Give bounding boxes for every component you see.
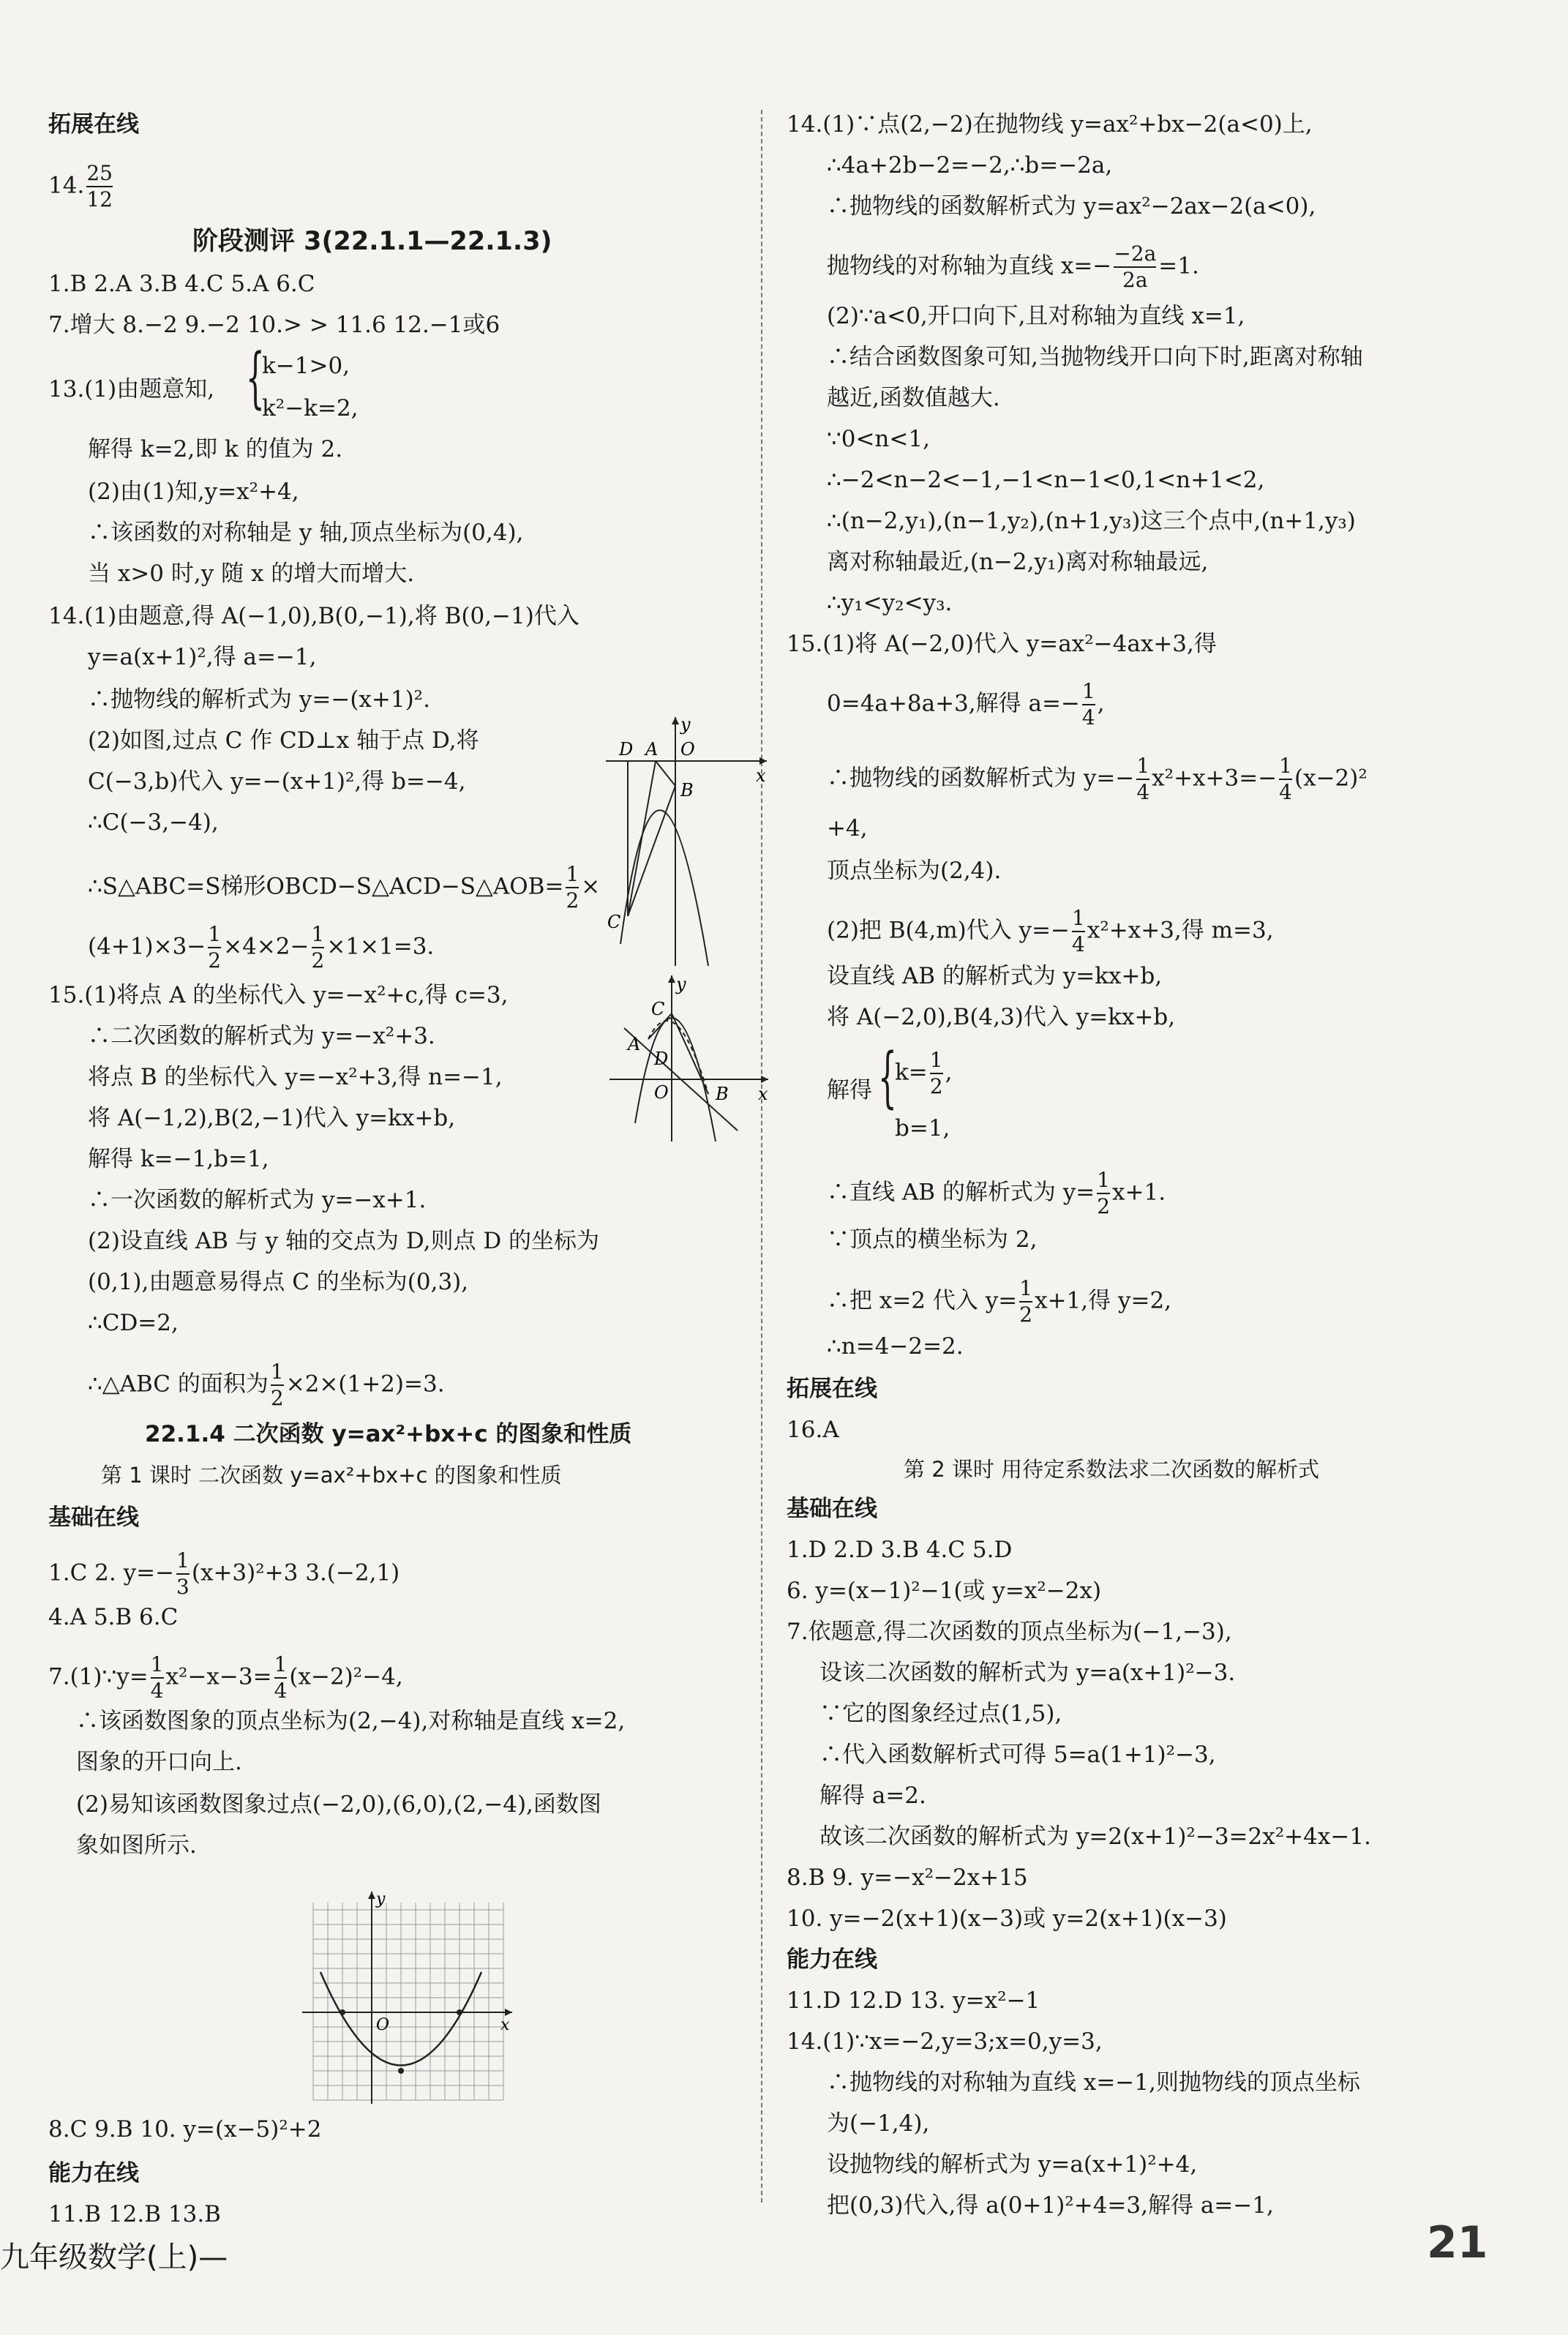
answer-line: (2)∵a<0,开口向下,且对称轴为直线 x=1, [827,303,1245,329]
answer-line: ∴CD=2, [88,1310,179,1336]
answer-line: 14.(1)∵x=−2,y=3;x=0,y=3, [787,2028,1103,2055]
answer-line: 11.B 12.B 13.B [48,2201,221,2227]
system-eq-line: k²−k=2, [262,395,359,421]
answer-line: 14. $\frac{25}{12}$ [48,161,113,211]
answer-line: ∴抛物线的解析式为 y=−(x+1)². [88,686,430,713]
answer-line: 象如图所示. [76,1832,197,1859]
svg-text:O: O [654,1082,669,1103]
answer-line: 把(0,3)代入,得 a(0+1)²+4=3,解得 a=−1, [827,2192,1274,2219]
answer-line: (2)由(1)知,y=x²+4, [88,479,299,505]
answer-line: y=a(x+1)²,得 a=−1, [88,644,317,670]
svg-text:y: y [676,974,686,994]
answer-line: ∴代入函数解析式可得 5=a(1+1)²−3, [819,1742,1216,1768]
parabola-figure-q14 [599,710,774,973]
stage-test-title: 阶段测评 3(22.1.1—22.1.3) [192,227,552,256]
answer-line: 解得 k=2,即 k 的值为 2. [88,436,343,462]
brace: { [878,1039,897,1116]
answer-line: 解得 [827,1077,872,1103]
answer-line: (2)设直线 AB 与 y 轴的交点为 D,则点 D 的坐标为 [88,1228,600,1254]
answer-line: ∴S△ABC=S梯形OBCD−S△ACD−S△AOB= $\frac{1}{2}$ × [88,862,601,912]
answer-line: 8.C 9.B 10. y=(x−5)²+2 [48,2116,322,2143]
answer-line: ∴y₁<y₂<y₃. [827,590,953,616]
answer-line: 解得 k=−1,b=1, [88,1146,269,1172]
answer-line: 16.A [787,1417,839,1443]
lesson-title: 第 2 课时 用待定系数法求二次函数的解析式 [904,1457,1320,1482]
parabola-figure-q15 [606,970,774,1145]
answer-line: 1.B 2.A 3.B 4.C 5.A 6.C [48,271,315,297]
answer-line: 1.D 2.D 3.B 4.C 5.D [787,1537,1013,1563]
brace: { [246,340,265,416]
answer-line: ∴直线 AB 的解析式为 y= $\frac{1}{2}$ x+1. [827,1168,1166,1218]
answer-line: ∴C(−3,−4), [88,809,219,836]
answer-line: ∴n=4−2=2. [827,1333,964,1360]
answer-line: 7.(1)∵y= $\frac{1}{4}$ x²−x−3= $\frac{1}{4}$ (x−2)²−4, [48,1652,403,1703]
point-label-D: D [619,739,634,760]
section-heading-jichu: 基础在线 [787,1496,877,1522]
grid-parabola-figure [299,1888,518,2107]
column-divider [761,110,762,2203]
answer-line: 7.增大 8.−2 9.−2 10.> > 11.6 12.−1或6 [48,312,500,338]
answer-line: 14.(1)∵点(2,−2)在抛物线 y=ax²+bx−2(a<0)上, [787,111,1313,138]
answer-line: 0=4a+8a+3,解得 a=− $\frac{1}{4}$ , [827,679,1105,730]
answer-line: ∴该函数的对称轴是 y 轴,顶点坐标为(0,4), [88,520,524,546]
answer-line: 10. y=−2(x+1)(x−3)或 y=2(x+1)(x−3) [787,1905,1227,1932]
section-heading-nengli: 能力在线 [787,1946,877,1973]
svg-text:B: B [716,1084,729,1104]
answer-line: 1.C 2. y=− $\frac{1}{3}$ (x+3)²+3 3.(−2,1) [48,1548,400,1599]
svg-text:y: y [376,1890,386,1908]
section-title-22-1-4: 22.1.4 二次函数 y=ax²+bx+c 的图象和性质 [145,1421,632,1447]
answer-line: 将 A(−1,2),B(2,−1)代入 y=kx+b, [88,1105,456,1131]
answer-line: 将 A(−2,0),B(4,3)代入 y=kx+b, [827,1004,1176,1030]
answer-line: 图象的开口向上. [76,1749,242,1775]
lesson-title: 第 1 课时 二次函数 y=ax²+bx+c 的图象和性质 [101,1463,562,1488]
answer-line: ∴一次函数的解析式为 y=−x+1. [88,1187,427,1213]
answer-line: 设直线 AB 的解析式为 y=kx+b, [827,963,1163,989]
answer-line: 14.(1)由题意,得 A(−1,0),B(0,−1),将 B(0,−1)代入 [48,603,579,629]
book-title-footer: 九年级数学(上)— [0,2241,228,2274]
point-label-B: B [680,780,694,801]
svg-text:x: x [758,1084,768,1104]
section-heading-tuozhan: 拓展在线 [48,111,139,138]
answer-line: (2)把 B(4,m)代入 y=− $\frac{1}{4}$ x²+x+3,得 m=3, [827,906,1274,956]
answer-line: ∵顶点的横坐标为 2, [827,1226,1038,1253]
answer-line: 解得 a=2. [819,1783,926,1809]
answer-line: ∵0<n<1, [827,426,930,452]
fraction: $\frac{25}{12}$ [86,161,113,211]
answer-line: +4, [827,815,868,842]
svg-text:C: C [651,999,665,1019]
answer-line: 将点 B 的坐标代入 y=−x²+3,得 n=−1, [88,1064,503,1090]
svg-text:D: D [654,1049,669,1069]
page-number: 21 [1427,2217,1488,2268]
x-axis-label: x [756,765,766,786]
system-eq-line: k−1>0, [262,353,350,379]
answer-line: 故该二次函数的解析式为 y=2(x+1)²−3=2x²+4x−1. [819,1824,1371,1850]
answer-line: (2)易知该函数图象过点(−2,0),(6,0),(2,−4),函数图 [76,1791,601,1818]
answer-line: 7.依题意,得二次函数的顶点坐标为(−1,−3), [787,1619,1232,1645]
answer-line: 15.(1)将点 A 的坐标代入 y=−x²+c,得 c=3, [48,982,509,1008]
answer-line: ∴把 x=2 代入 y= $\frac{1}{2}$ x+1,得 y=2, [827,1276,1172,1327]
answer-line: ∴−2<n−2<−1,−1<n−1<0,1<n+1<2, [827,467,1265,493]
answer-line: 设抛物线的解析式为 y=a(x+1)²+4, [827,2151,1198,2178]
answer-line: (4+1)×3− $\frac{1}{2}$ ×4×2− $\frac{1}{2}$ ×1×1=3. [88,922,435,972]
answer-line: 抛物线的对称轴为直线 x=− $\frac{-2a}{2a}$ =1. [827,241,1199,292]
answer-line: (0,1),由题意易得点 C 的坐标为(0,3), [88,1269,469,1295]
answer-line: 设该二次函数的解析式为 y=a(x+1)²−3. [819,1660,1236,1686]
answer-line: ∴△ABC 的面积为 $\frac{1}{2}$ ×2×(1+2)=3. [88,1360,445,1410]
answer-line: 11.D 12.D 13. y=x²−1 [787,1987,1040,2014]
answer-line: ∴抛物线的函数解析式为 y=ax²−2ax−2(a<0), [827,193,1316,220]
answer-line: 15.(1)将 A(−2,0)代入 y=ax²−4ax+3,得 [787,631,1217,657]
answer-line: 当 x>0 时,y 随 x 的增大而增大. [88,561,415,587]
answer-line: ∴结合函数图象可知,当抛物线开口向下时,距离对称轴 [827,344,1363,370]
point-label-C: C [607,912,621,932]
answer-line: ∵它的图象经过点(1,5), [819,1701,1062,1727]
answer-line: ∴4a+2b−2=−2,∴b=−2a, [827,152,1113,179]
answer-line: ∴二次函数的解析式为 y=−x²+3. [88,1023,435,1049]
answer-line: 8.B 9. y=−x²−2x+15 [787,1864,1028,1891]
origin-label: O [680,739,695,760]
answer-line: 6. y=(x−1)²−1(或 y=x²−2x) [787,1578,1102,1604]
answer-line: (2)如图,过点 C 作 CD⊥x 轴于点 D,将 [88,727,479,754]
answer-line: ∴抛物线的对称轴为直线 x=−1,则抛物线的顶点坐标 [827,2069,1360,2096]
svg-text:A: A [628,1034,641,1054]
svg-text:x: x [500,2016,510,2034]
section-heading-jichu: 基础在线 [48,1504,139,1531]
system-eq-line: b=1, [895,1115,950,1142]
svg-text:O: O [376,2016,390,2034]
y-axis-label: y [680,714,691,735]
section-heading-nengli: 能力在线 [48,2160,139,2186]
answer-line: ∴(n−2,y₁),(n−1,y₂),(n+1,y₃)这三个点中,(n+1,y₃) [827,508,1356,534]
section-heading-tuozhan: 拓展在线 [787,1376,877,1402]
answer-line: 离对称轴最近,(n−2,y₁)离对称轴最远, [827,549,1209,575]
answer-line: ∴该函数图象的顶点坐标为(2,−4),对称轴是直线 x=2, [76,1708,626,1734]
answer-line: 13.(1)由题意知, [48,376,215,402]
answer-line: 顶点坐标为(2,4). [827,858,1002,884]
answer-line: ∴抛物线的函数解析式为 y=− $\frac{1}{4}$ x²+x+3=− $\frac{1}{4}$ (x−2)² [827,754,1368,804]
system-eq-line: k= $\frac{1}{2}$ , [895,1048,953,1098]
answer-line: 为(−1,4), [827,2110,930,2137]
answer-line: C(−3,b)代入 y=−(x+1)²,得 b=−4, [88,768,466,795]
answer-line: 越近,函数值越大. [827,385,1000,411]
answer-line: 4.A 5.B 6.C [48,1604,179,1630]
point-label-A: A [645,739,659,760]
